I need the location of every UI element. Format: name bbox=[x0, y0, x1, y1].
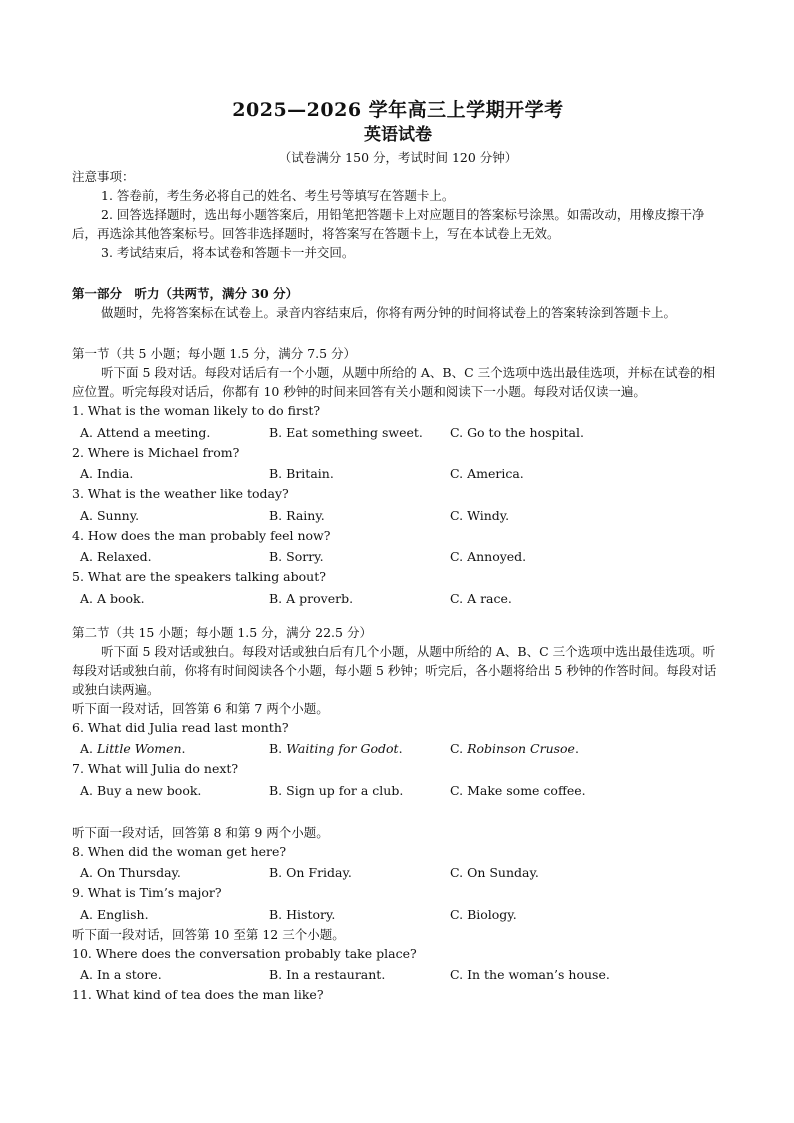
book-title-robinson-crusoe: Robinson Crusoe bbox=[467, 741, 575, 756]
options-9 bbox=[72, 904, 724, 925]
question-6: 6. What did Julia read last month? bbox=[72, 719, 289, 735]
subject-title: 英语试卷 bbox=[364, 125, 432, 145]
question-4: 4. How does the man probably feel now? bbox=[72, 527, 331, 543]
section1-questions bbox=[72, 401, 724, 609]
option-2a: A. India. bbox=[80, 466, 134, 481]
option-8a: A. On Thursday. bbox=[80, 865, 181, 880]
option-7b: B. Sign up for a club. bbox=[269, 782, 404, 798]
question-11: 11. What kind of tea does the man like? bbox=[72, 987, 324, 1002]
group-instruction-6-7: 听下面一段对话，回答第 6 和第 7 两个小题。 bbox=[72, 700, 329, 716]
option-4a: A. Relaxed. bbox=[80, 549, 152, 564]
option-6c: C. Robinson Crusoe. bbox=[450, 741, 579, 756]
options-3 bbox=[72, 505, 724, 526]
option-8c: C. On Sunday. bbox=[450, 865, 539, 880]
option-9b: B. History. bbox=[269, 906, 336, 922]
question-9: 9. What is Tim’s major? bbox=[72, 885, 222, 900]
options-2 bbox=[72, 463, 724, 484]
option-1b: B. Eat something sweet. bbox=[269, 424, 423, 440]
book-title-little-women: Little Women bbox=[96, 741, 182, 756]
option-1c: C. Go to the hospital. bbox=[450, 424, 584, 440]
question-5: 5. What are the speakers talking about? bbox=[72, 569, 326, 584]
section1-heading: 第一节（共 5 小题；每小题 1.5 分，满分 7.5 分） bbox=[72, 346, 357, 361]
question-8: 8. When did the woman get here? bbox=[72, 843, 287, 859]
option-3a: A. Sunny. bbox=[80, 507, 140, 523]
section2-intro: 听下面 5 段对话或独白。每段对话或独白后有几个小题，从题中所给的 A、B、C 三个选项中选出最佳选项。听每段对话或独白前，你将有时间阅读各个小题，每小题 5 秒钟；听完后，各小题将给出 5 秒钟的作答时间。每段对话或独白读两遍。 bbox=[72, 643, 717, 697]
option-6a: A. Little Women. bbox=[80, 741, 186, 756]
option-4b: B. Sorry. bbox=[269, 549, 324, 564]
option-2c: C. America. bbox=[450, 466, 524, 481]
option-4c: C. Annoyed. bbox=[450, 549, 527, 564]
option-10a: A. In a store. bbox=[80, 967, 162, 982]
options-8 bbox=[72, 862, 724, 883]
option-1a: A. Attend a meeting. bbox=[80, 424, 211, 440]
option-5c: C. A race. bbox=[450, 590, 512, 606]
option-10c: C. In the woman’s house. bbox=[450, 967, 610, 982]
option-7a: A. Buy a new book. bbox=[80, 782, 202, 798]
option-3c: C. Windy. bbox=[450, 507, 510, 523]
options-1 bbox=[72, 422, 724, 443]
notice-heading: 注意事项： bbox=[72, 169, 135, 184]
options-4 bbox=[72, 546, 724, 567]
section2-heading: 第二节（共 15 小题；每小题 1.5 分，满分 22.5 分） bbox=[72, 624, 372, 640]
option-10b: B. In a restaurant. bbox=[269, 967, 386, 982]
notice-item-3: 3. 考试结束后，将本试卷和答题卡一并交回。 bbox=[101, 245, 355, 260]
option-5b: B. A proverb. bbox=[269, 590, 354, 606]
question-10: 10. Where does the conversation probably take place? bbox=[72, 945, 417, 961]
option-9a: A. English. bbox=[80, 906, 149, 922]
group-instruction-8-9: 听下面一段对话，回答第 8 和第 9 两个小题。 bbox=[72, 824, 329, 840]
question-7: 7. What will Julia do next? bbox=[72, 761, 239, 776]
notice-item-2: 2. 回答选择题时，选出每小题答案后，用铅笔把答题卡上对应题目的答案标号涂黑。如需改动，用橡皮擦干净后，再选涂其他答案标号。回答非选择题时，将答案写在答题卡上，写在本试卷上无效。 bbox=[72, 207, 705, 241]
part1-heading: 第一部分 听力（共两节，满分 30 分） bbox=[72, 286, 299, 301]
exam-page bbox=[72, 98, 724, 1006]
option-8b: B. On Friday. bbox=[269, 865, 352, 880]
group-instruction-10-12: 听下面一段对话，回答第 10 至第 12 三个小题。 bbox=[72, 926, 345, 942]
option-2b: B. Britain. bbox=[269, 466, 334, 481]
question-3: 3. What is the weather like today? bbox=[72, 486, 289, 501]
option-7c: C. Make some coffee. bbox=[450, 782, 586, 798]
part1-intro: 做题时，先将答案标在试卷上。录音内容结束后，你将有两分钟的时间将试卷上的答案转涂到答题卡上。 bbox=[101, 305, 677, 320]
options-7 bbox=[72, 780, 724, 801]
question-2: 2. Where is Michael from? bbox=[72, 444, 240, 460]
section1-intro: 听下面 5 段对话。每段对话后有一个小题，从题中所给的 A、B、C 三个选项中选出最佳选项，并标在试卷的相应位置。听完每段对话后，你都有 10 秒钟的时间来回答有关小题和阅读下一小题。每段对话仅读一遍。 bbox=[72, 365, 716, 399]
exam-info: （试卷满分 150 分，考试时间 120 分钟） bbox=[278, 150, 518, 165]
options-10 bbox=[72, 964, 724, 985]
option-6b: B. Waiting for Godot. bbox=[269, 741, 403, 756]
option-9c: C. Biology. bbox=[450, 906, 517, 922]
option-5a: A. A book. bbox=[80, 590, 145, 606]
options-5 bbox=[72, 588, 724, 609]
book-title-waiting-for-godot: Waiting for Godot bbox=[286, 741, 399, 756]
options-6 bbox=[72, 738, 724, 759]
option-3b: B. Rainy. bbox=[269, 507, 325, 523]
exam-title: 2025—2026 学年高三上学期开学考 bbox=[232, 99, 564, 121]
question-1: 1. What is the woman likely to do first? bbox=[72, 403, 321, 418]
notice-item-1: 1. 答卷前，考生务必将自己的姓名、考生号等填写在答题卡上。 bbox=[101, 188, 455, 203]
